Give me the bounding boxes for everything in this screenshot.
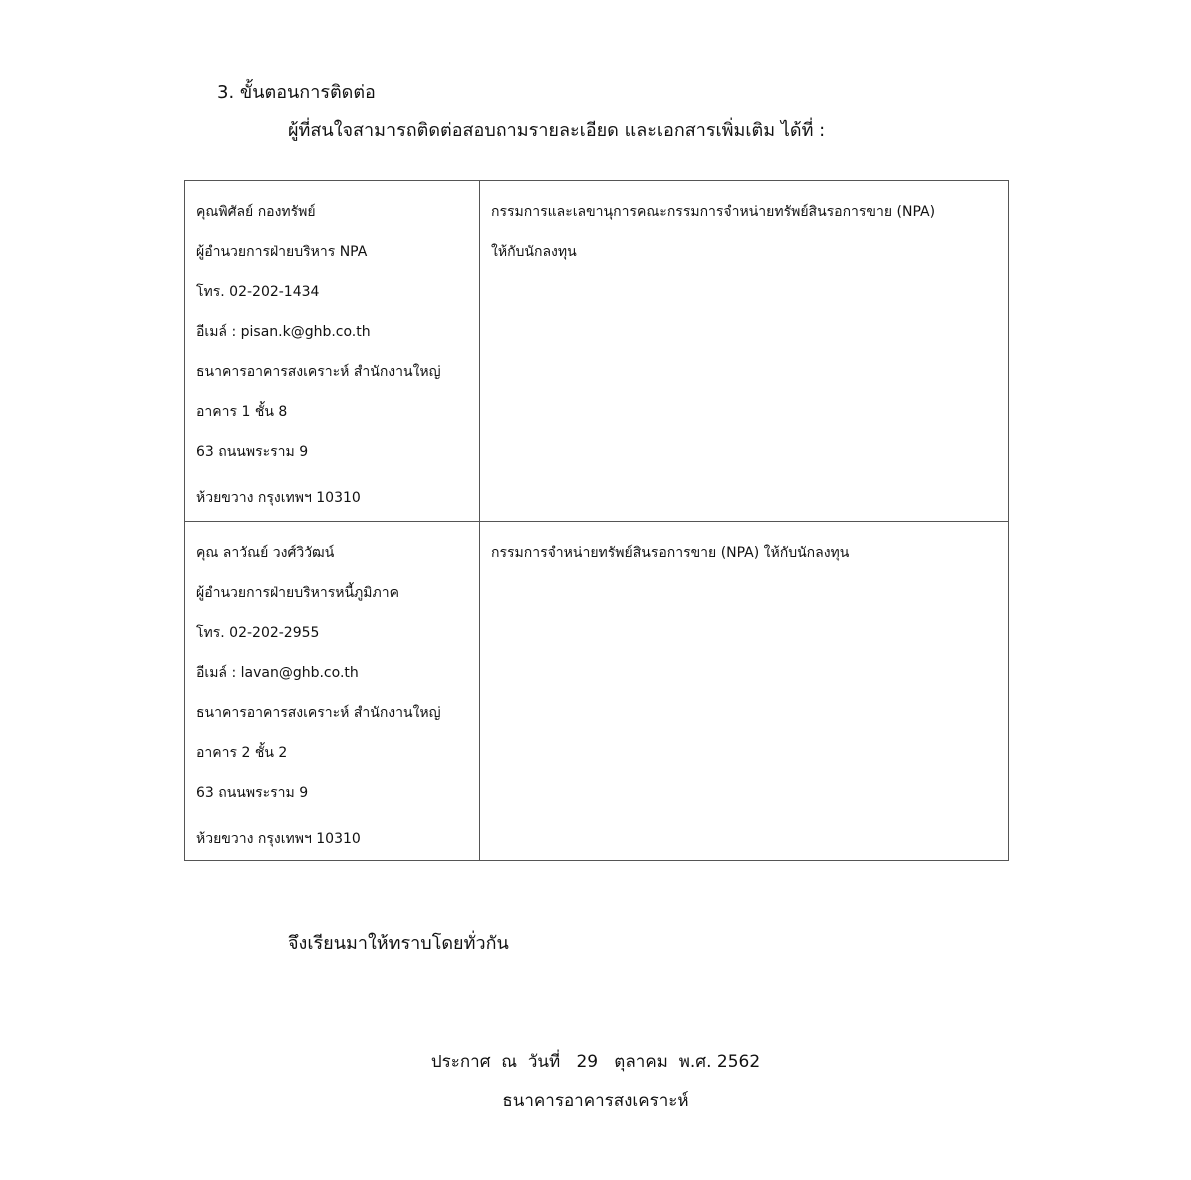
contact-details-cell [185, 181, 480, 522]
contact-role-cell [480, 522, 1009, 861]
contact-phone: โทร. 02-202-1434 [196, 284, 320, 300]
contact-district: ห้วยขวาง กรุงเทพฯ 10310 [196, 490, 361, 506]
table-row [185, 181, 1009, 522]
contact-street: 63 ถนนพระราม 9 [196, 785, 309, 801]
contact-name: คุณ ลาวัณย์ วงศ์วิวัฒน์ [196, 545, 335, 561]
organization-name: ธนาคารอาคารสงเคราะห์ [502, 1091, 689, 1111]
contact-building: อาคาร 2 ชั้น 2 [196, 745, 288, 761]
contact-role-line-1: กรรมการจำหน่ายทรัพย์สินรอการขาย (NPA) ให้กับนักลงทุน [491, 545, 850, 561]
table-row [185, 522, 1009, 861]
closing-text: จึงเรียนมาให้ทราบโดยทั่วกัน [288, 933, 509, 954]
contact-email: อีเมล์ : pisan.k@ghb.co.th [196, 324, 371, 340]
announcement-date: ประกาศ ณ วันที่ 29 ตุลาคม พ.ศ. 2562 [430, 1052, 761, 1072]
contact-district: ห้วยขวาง กรุงเทพฯ 10310 [196, 831, 361, 847]
section-heading: 3. ขั้นตอนการติดต่อ [217, 82, 376, 103]
contact-office: ธนาคารอาคารสงเคราะห์ สำนักงานใหญ่ [196, 364, 441, 380]
contact-role-cell [480, 181, 1009, 522]
contact-role-line-2: ให้กับนักลงทุน [491, 244, 577, 260]
contact-position: ผู้อำนวยการฝ่ายบริหารหนี้ภูมิภาค [196, 585, 399, 601]
contacts-table [184, 180, 1009, 861]
contact-office: ธนาคารอาคารสงเคราะห์ สำนักงานใหญ่ [196, 705, 441, 721]
contact-building: อาคาร 1 ชั้น 8 [196, 404, 288, 420]
contact-email: อีเมล์ : lavan@ghb.co.th [196, 665, 359, 681]
contact-phone: โทร. 02-202-2955 [196, 625, 320, 641]
contact-name: คุณพิศัลย์ กองทรัพย์ [196, 204, 316, 220]
contact-street: 63 ถนนพระราม 9 [196, 444, 309, 460]
intro-text: ผู้ที่สนใจสามารถติดต่อสอบถามรายละเอียด และเอกสารเพิ่มเติม ได้ที่ : [288, 120, 826, 141]
contact-role-line-1: กรรมการและเลขานุการคณะกรรมการจำหน่ายทรัพย์สินรอการขาย (NPA) [491, 204, 936, 220]
contact-position: ผู้อำนวยการฝ่ายบริหาร NPA [196, 244, 368, 260]
contact-details-cell [185, 522, 480, 861]
